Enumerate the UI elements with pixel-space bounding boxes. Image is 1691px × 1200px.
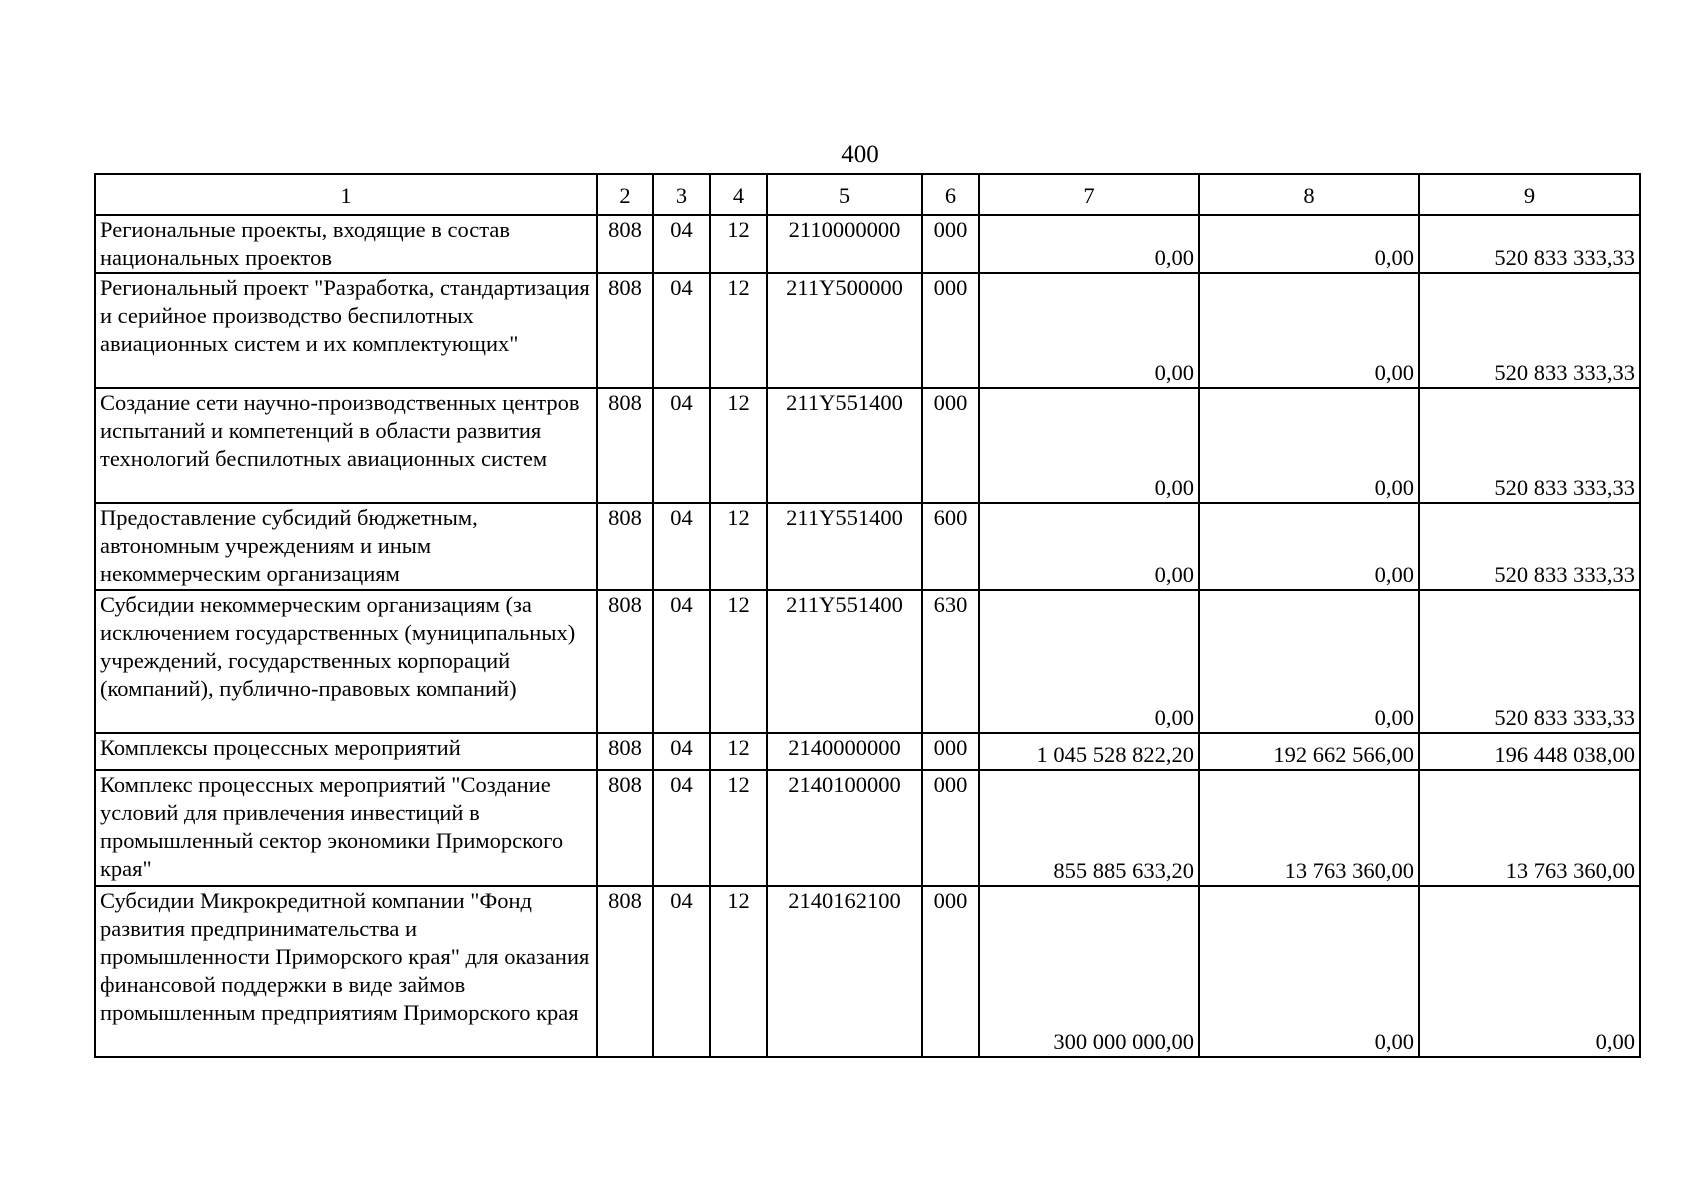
table-row	[95, 215, 1640, 273]
ministry-code: 808	[597, 590, 653, 733]
amount-col9: 196 448 038,00	[1419, 733, 1640, 770]
amount-col8: 0,00	[1199, 503, 1419, 590]
ministry-code: 808	[597, 886, 653, 1057]
page-number: 400	[841, 141, 879, 168]
subsection-code: 12	[710, 215, 767, 273]
amount-col7: 0,00	[979, 273, 1199, 388]
ministry-code: 808	[597, 503, 653, 590]
subsection-code: 12	[710, 770, 767, 886]
section-code: 04	[653, 886, 710, 1057]
subsection-code: 12	[710, 388, 767, 503]
amount-col9: 0,00	[1419, 886, 1640, 1057]
item-name: Комплексы процессных мероприятий	[95, 733, 597, 770]
ministry-code: 808	[597, 273, 653, 388]
amount-col8: 0,00	[1199, 388, 1419, 503]
expense-type-code: 600	[922, 503, 979, 590]
subsection-code: 12	[710, 503, 767, 590]
subsection-code: 12	[710, 886, 767, 1057]
section-code: 04	[653, 770, 710, 886]
amount-col9: 520 833 333,33	[1419, 273, 1640, 388]
section-code: 04	[653, 733, 710, 770]
amount-col9: 520 833 333,33	[1419, 590, 1640, 733]
column-header: 5	[767, 174, 922, 215]
expense-type-code: 000	[922, 733, 979, 770]
expense-type-code: 000	[922, 886, 979, 1057]
amount-col7: 300 000 000,00	[979, 886, 1199, 1057]
column-number-header-row	[95, 174, 1640, 215]
table-row	[95, 590, 1640, 733]
amount-col7: 1 045 528 822,20	[979, 733, 1199, 770]
expense-type-code: 000	[922, 388, 979, 503]
section-code: 04	[653, 503, 710, 590]
target-article-code: 2110000000	[767, 215, 922, 273]
subsection-code: 12	[710, 590, 767, 733]
table-row	[95, 733, 1640, 770]
table-row	[95, 503, 1640, 590]
target-article-code: 211Y551400	[767, 590, 922, 733]
column-header: 9	[1419, 174, 1640, 215]
budget-table	[94, 173, 1641, 1058]
target-article-code: 2140162100	[767, 886, 922, 1057]
target-article-code: 211Y551400	[767, 388, 922, 503]
subsection-code: 12	[710, 273, 767, 388]
expense-type-code: 000	[922, 273, 979, 388]
amount-col9: 520 833 333,33	[1419, 503, 1640, 590]
expense-type-code: 000	[922, 770, 979, 886]
target-article-code: 211Y551400	[767, 503, 922, 590]
target-article-code: 211Y500000	[767, 273, 922, 388]
expense-type-code: 000	[922, 215, 979, 273]
item-name: Создание сети научно-производственных центров испытаний и компетенций в области развития технологий беспилотных авиационных систем	[95, 388, 597, 503]
amount-col7: 0,00	[979, 503, 1199, 590]
item-name: Региональные проекты, входящие в состав национальных проектов	[95, 215, 597, 273]
ministry-code: 808	[597, 770, 653, 886]
amount-col8: 13 763 360,00	[1199, 770, 1419, 886]
amount-col7: 0,00	[979, 590, 1199, 733]
column-header: 7	[979, 174, 1199, 215]
column-header: 1	[95, 174, 597, 215]
ministry-code: 808	[597, 215, 653, 273]
table-row	[95, 388, 1640, 503]
amount-col9: 13 763 360,00	[1419, 770, 1640, 886]
item-name: Субсидии Микрокредитной компании "Фонд развития предпринимательства и промышленности Приморского края" для оказания финансовой поддержки в виде займов промышленным предприятиям Приморского края	[95, 886, 597, 1057]
column-header: 3	[653, 174, 710, 215]
ministry-code: 808	[597, 733, 653, 770]
amount-col8: 192 662 566,00	[1199, 733, 1419, 770]
expense-type-code: 630	[922, 590, 979, 733]
target-article-code: 2140100000	[767, 770, 922, 886]
amount-col9: 520 833 333,33	[1419, 388, 1640, 503]
item-name: Комплекс процессных мероприятий "Создание условий для привлечения инвестиций в промышленный сектор экономики Приморского края"	[95, 770, 597, 886]
amount-col7: 855 885 633,20	[979, 770, 1199, 886]
table-row	[95, 770, 1640, 886]
subsection-code: 12	[710, 733, 767, 770]
ministry-code: 808	[597, 388, 653, 503]
section-code: 04	[653, 388, 710, 503]
section-code: 04	[653, 215, 710, 273]
column-header: 8	[1199, 174, 1419, 215]
column-header: 6	[922, 174, 979, 215]
amount-col7: 0,00	[979, 215, 1199, 273]
item-name: Субсидии некоммерческим организациям (за исключением государственных (муниципальных) учреждений, государственных корпораций (компаний), публично-правовых компаний)	[95, 590, 597, 733]
section-code: 04	[653, 590, 710, 733]
item-name: Региональный проект "Разработка, стандартизация и серийное производство беспилотных авиационных систем и их комплектующих"	[95, 273, 597, 388]
table-row	[95, 886, 1640, 1057]
target-article-code: 2140000000	[767, 733, 922, 770]
amount-col8: 0,00	[1199, 886, 1419, 1057]
amount-col9: 520 833 333,33	[1419, 215, 1640, 273]
amount-col8: 0,00	[1199, 215, 1419, 273]
column-header: 4	[710, 174, 767, 215]
table-row	[95, 273, 1640, 388]
item-name: Предоставление субсидий бюджетным, автономным учреждениям и иным некоммерческим организациям	[95, 503, 597, 590]
amount-col7: 0,00	[979, 388, 1199, 503]
column-header: 2	[597, 174, 653, 215]
amount-col8: 0,00	[1199, 273, 1419, 388]
amount-col8: 0,00	[1199, 590, 1419, 733]
section-code: 04	[653, 273, 710, 388]
